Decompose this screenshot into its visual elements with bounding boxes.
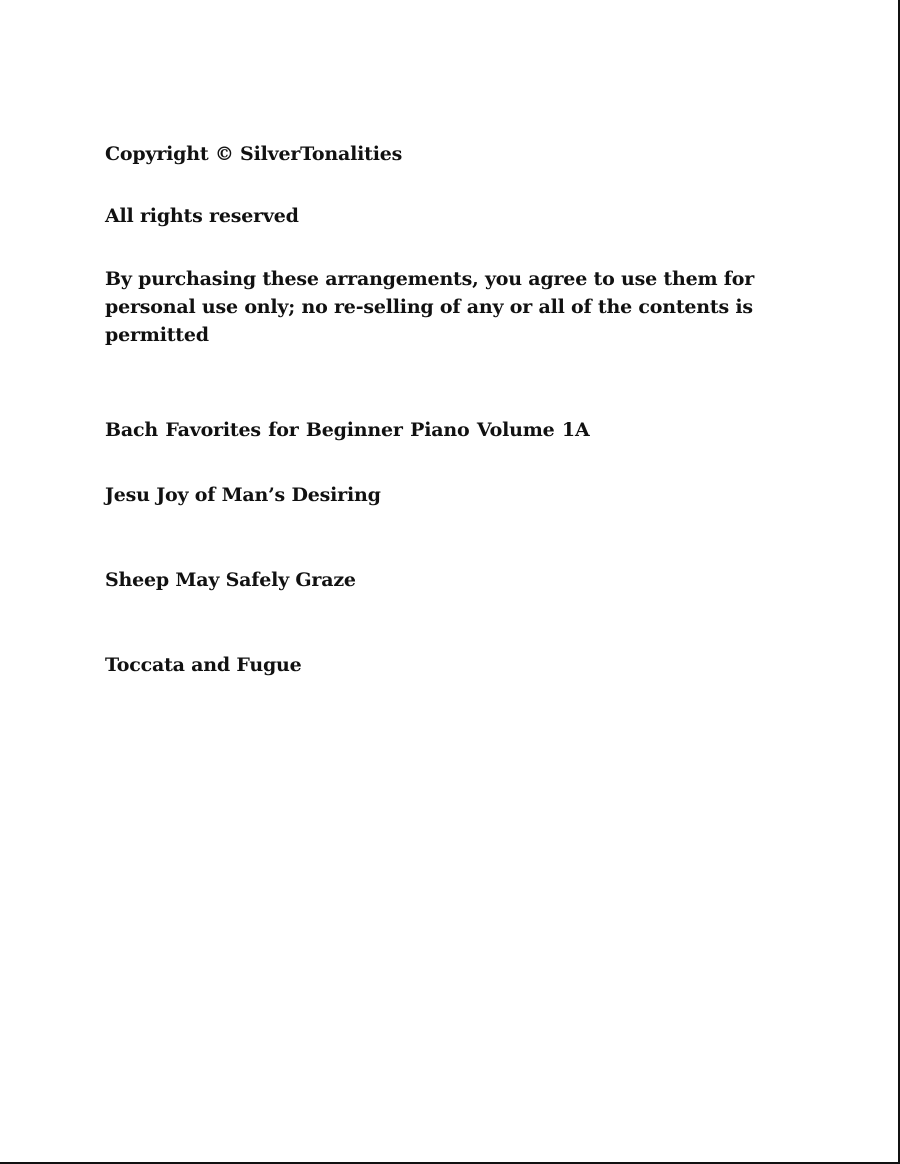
rights-statement: All rights reserved: [105, 205, 299, 227]
book-title: Bach Favorites for Beginner Piano Volume 1A: [105, 419, 590, 441]
song-title: Toccata and Fugue: [105, 654, 302, 676]
song-title: Sheep May Safely Graze: [105, 569, 356, 591]
usage-terms: By purchasing these arrangements, you agree to use them for personal use only; no re-selling of any or all of the contents is permitted: [105, 268, 755, 346]
song-title: Jesu Joy of Man’s Desiring: [105, 484, 381, 506]
copyright-notice: Copyright © SilverTonalities: [105, 143, 403, 165]
